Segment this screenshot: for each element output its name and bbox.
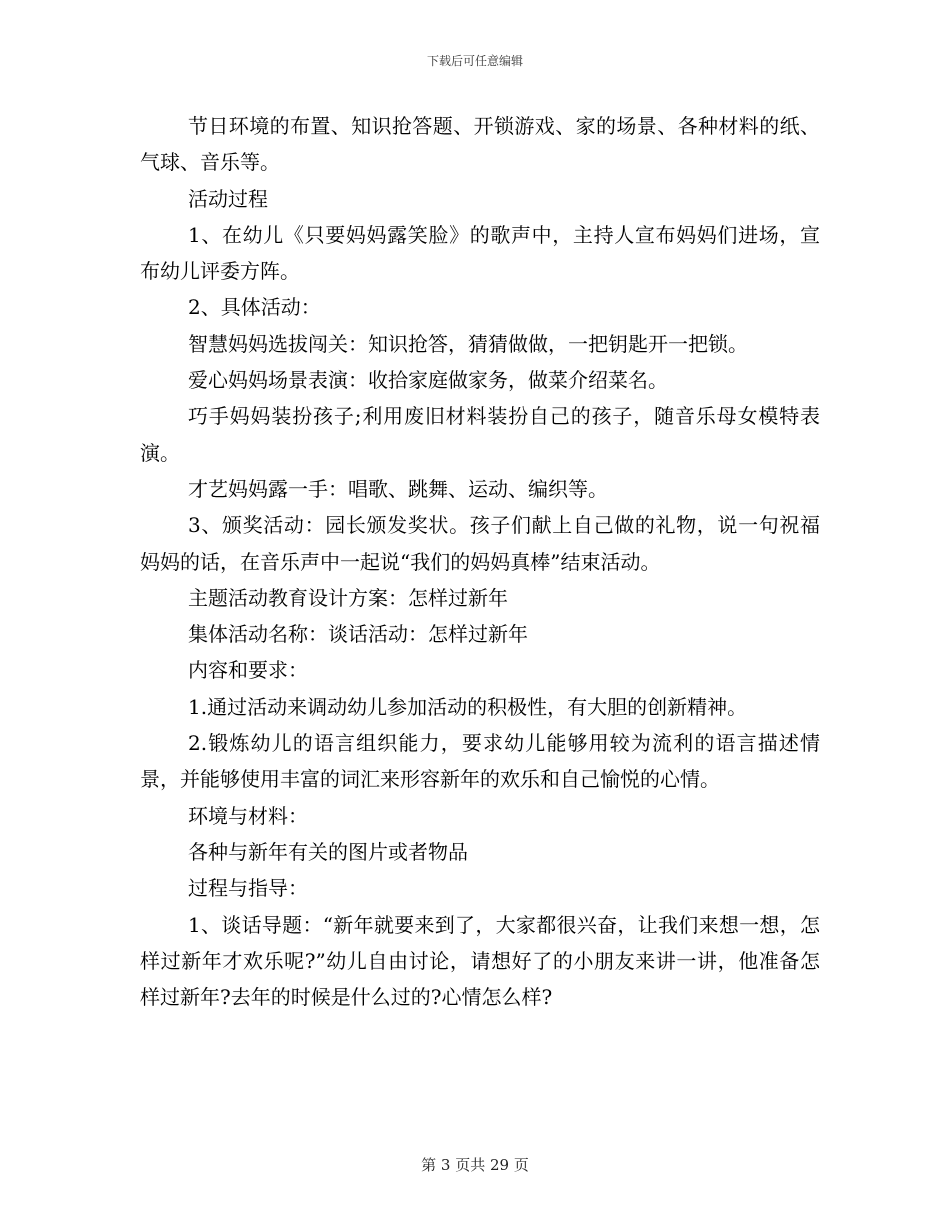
paragraph-activity-process-heading: 活动过程 [188,186,268,211]
paragraph-content-requirements-heading: 内容和要求： [188,658,308,683]
document-body [140,108,820,1015]
paragraph-step-3-awards: 3、颁奖活动：园长颁发奖状。孩子们献上自己做的礼物，说一句祝福妈妈的话，在音乐声中一起说“我们的妈妈真棒”结束活动。 [140,513,820,574]
paragraph-requirement-2: 2.锻炼幼儿的语言组织能力，要求幼儿能够用较为流利的语言描述情景，并能够使用丰富的词汇来形容新年的欢乐和自己愉悦的心情。 [140,731,820,792]
paragraph-talk-intro: 1、谈话导题：“新年就要来到了，大家都很兴奋，让我们来想一想，怎样过新年才欢乐呢?”幼儿自由讨论，请想好了的小朋友来讲一讲，他准备怎样过新年?去年的时候是什么过的?心情怎么样? [140,912,820,1010]
paragraph-requirement-1: 1.通过活动来调动幼儿参加活动的积极性，有大胆的创新精神。 [188,694,748,719]
page-header: 下载后可任意编辑 [426,54,523,68]
paragraph-process-guidance-heading: 过程与指导： [188,876,308,901]
paragraph-smart-mom: 智慧妈妈选拔闯关：知识抢答，猜猜做做，一把钥匙开一把锁。 [188,331,748,356]
paragraph-talent-mom: 才艺妈妈露一手：唱歌、跳舞、运动、编织等。 [188,476,608,501]
page-number: 第 3 页共 29 页 [421,1156,529,1174]
paragraph-step-2-heading: 2、具体活动： [188,295,321,320]
paragraph-loving-mom: 爱心妈妈场景表演：收拾家庭做家务，做菜介绍菜名。 [188,368,668,393]
paragraph-environment-materials-heading: 环境与材料： [188,803,308,828]
paragraph-step-1: 1、在幼儿《只要妈妈露笑脸》的歌声中，主持人宣布妈妈们进场，宣布幼儿评委方阵。 [140,222,820,284]
paragraph-theme-plan-title: 主题活动教育设计方案：怎样过新年 [188,585,508,610]
paragraph-materials: 节日环境的布置、知识抢答题、开锁游戏、家的场景、各种材料的纸、气球、音乐等。 [140,114,820,175]
paragraph-group-activity-name: 集体活动名称：谈话活动：怎样过新年 [188,622,528,647]
paragraph-environment-materials: 各种与新年有关的图片或者物品 [188,839,468,864]
paragraph-skillful-mom: 巧手妈妈装扮孩子;利用废旧材料装扮自己的孩子，随音乐母女模特表演。 [140,404,820,465]
